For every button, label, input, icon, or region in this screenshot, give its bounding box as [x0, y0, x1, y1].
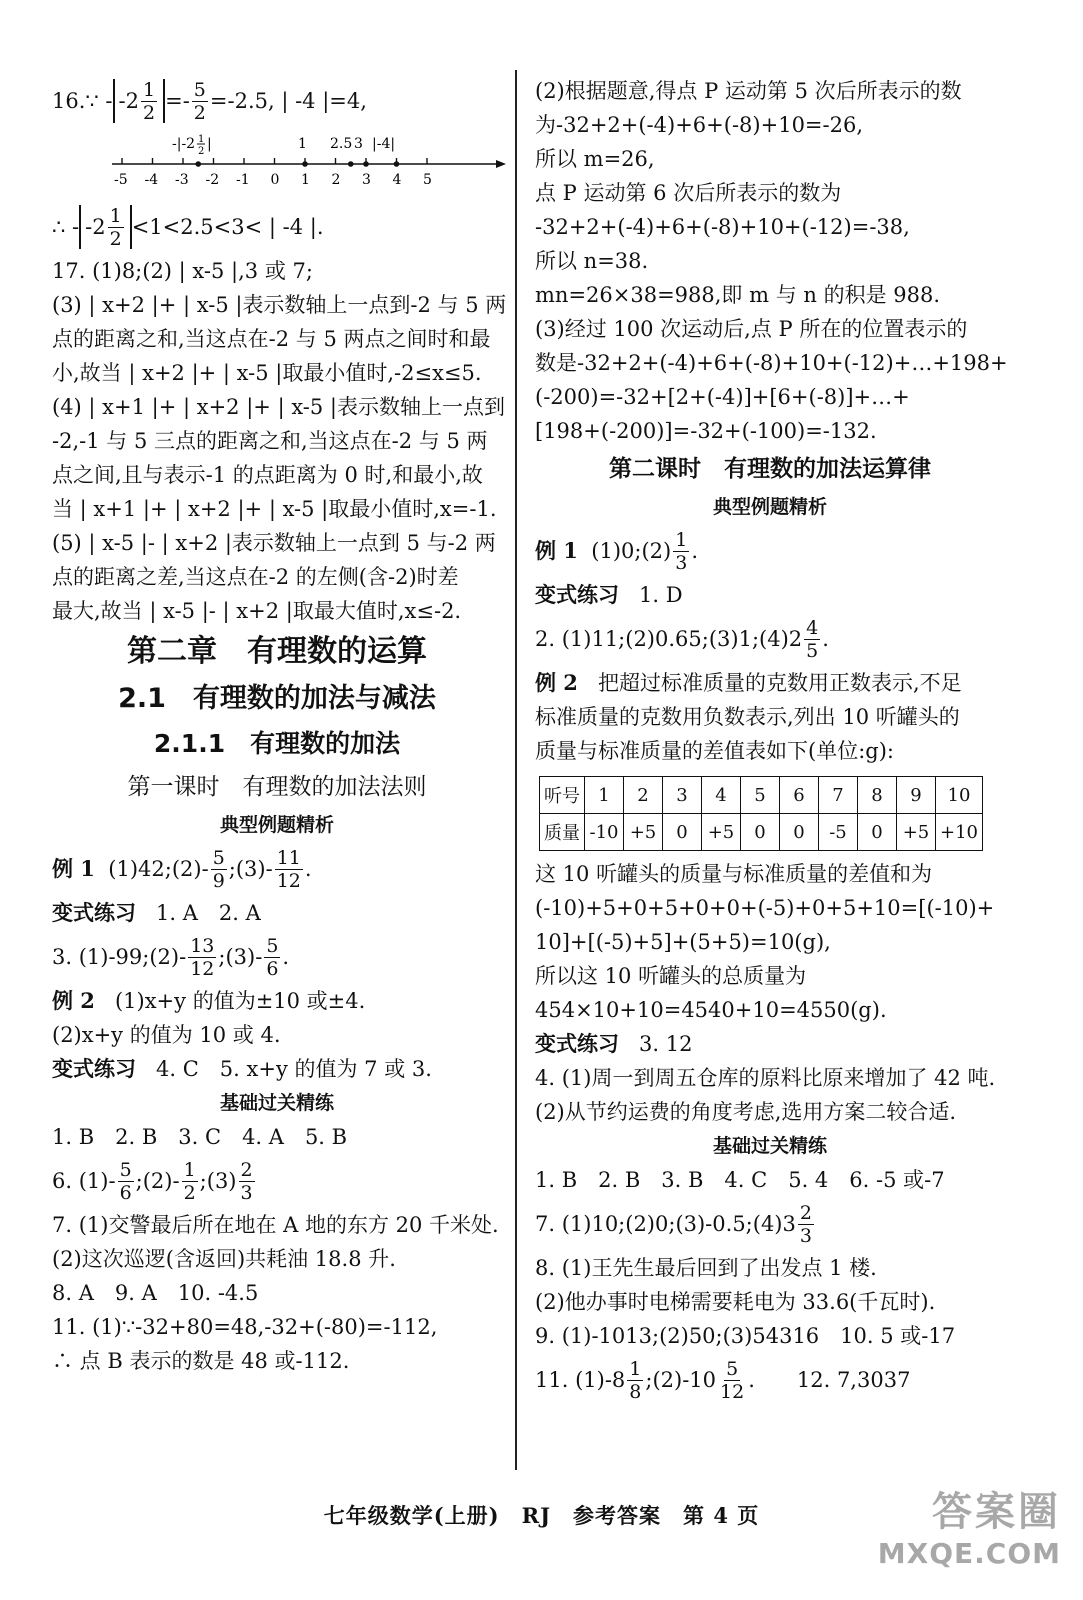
text-run: 3. (1)-99;(2)- [52, 945, 187, 969]
variant-label: 变式练习 [52, 900, 136, 925]
text-line: 点 P 运动第 6 次后所表示的数为 [535, 181, 842, 205]
tick-label: 4 [392, 172, 402, 188]
label-abs-neg-4: |-4| [372, 136, 396, 152]
fraction: $\frac{5}{2}$ [193, 78, 206, 124]
variant-text: 1. D [639, 583, 683, 607]
table-cell: +5 [702, 814, 741, 851]
text-line: 4. (1)周一到周五仓库的原料比原来增加了 42 吨. [535, 1066, 996, 1090]
table-header-cell: 质量 [540, 814, 585, 851]
fraction: $\frac{5}{6}$ [266, 934, 279, 980]
text-line: (-10)+5+0+5+0+0+(-5)+0+5+10=[(-10)+ [535, 896, 995, 920]
chapter-title: 第二章 有理数的运算 [127, 634, 427, 669]
text-line: 点的距离之和,当这点在-2 与 5 两点之间时和最 [52, 327, 491, 351]
q16-prefix: 16.∵ - [52, 89, 113, 113]
fraction: $\frac{1}{8}$ [629, 1357, 642, 1403]
basic-q6 [52, 1154, 502, 1208]
label-frac-num: 1 [198, 134, 205, 145]
text-run: . 12. 7,3037 [748, 1368, 911, 1392]
text-line: [198+(-200)]=-32+(-100)=-132. [535, 419, 877, 443]
tick-label: 3 [362, 172, 371, 188]
column-divider [515, 70, 517, 1470]
can-weight-table [539, 776, 983, 851]
text-line: 最大,故当 | x-5 |- | x+2 |取最大值时,x≤-2. [52, 599, 462, 623]
text-run: (1)x+y 的值为±10 或±4. [114, 989, 366, 1013]
text-run: (1)42;(2)- [108, 857, 209, 881]
example-label: 例 2 [52, 988, 95, 1013]
q16-suffix: =-2.5, | -4 |=4, [209, 89, 367, 113]
text-run: ;(2)- [135, 1169, 180, 1193]
text-line: 1. B 2. B 3. B 4. C 5. 4 6. -5 或-7 [535, 1168, 945, 1192]
table-cell: 0 [858, 814, 897, 851]
watermark-url: MXQE.COM [877, 1537, 1061, 1570]
variant-label: 变式练习 [535, 1031, 619, 1056]
table-cell: 2 [624, 777, 663, 814]
table-cell: 0 [663, 814, 702, 851]
fraction: $\frac{4}{5}$ [806, 616, 819, 662]
tick-label: -2 [205, 172, 220, 188]
conclusion-prefix: ∴ - [52, 215, 80, 239]
text-run: . [691, 539, 699, 563]
tick-label: 0 [270, 172, 280, 188]
label-two-point-five: 2.5 [330, 136, 353, 152]
text-line: (2)x+y 的值为 10 或 4. [52, 1023, 281, 1047]
text-line: 数是-32+2+(-4)+6+(-8)+10+(-12)+…+198+ [535, 351, 1008, 375]
fraction: $\frac{1}{2}$ [143, 78, 156, 124]
text-line: ∴ 点 B 表示的数是 48 或-112. [52, 1349, 350, 1373]
text-line: 所以 m=26, [535, 147, 655, 171]
mixed-whole: -2 [118, 89, 139, 113]
text-line: 1. B 2. B 3. C 4. A 5. B [52, 1125, 348, 1149]
number-line-svg [112, 130, 512, 196]
table-cell: 0 [780, 814, 819, 851]
lesson-title: 第二课时 有理数的加法运算律 [609, 456, 931, 482]
tick-label: -1 [236, 172, 250, 188]
text-line: 标准质量的克数用负数表示,列出 10 听罐头的 [535, 705, 960, 729]
table-row [540, 777, 983, 814]
text-line: -32+2+(-4)+6+(-8)+10+(-12)=-38, [535, 215, 910, 239]
example-label: 例 1 [535, 538, 578, 563]
text-run: . [822, 627, 829, 651]
table-cell: 5 [741, 777, 780, 814]
axis-arrow [496, 160, 506, 168]
text-line: 7. (1)交警最后所在地在 A 地的东方 20 千米处. [52, 1213, 499, 1237]
text-line: 9. (1)-1013;(2)50;(3)54316 10. 5 或-17 [535, 1324, 956, 1348]
tick-label: -4 [144, 172, 159, 188]
text-line: 所以这 10 听罐头的总质量为 [535, 964, 807, 988]
example-1 [535, 524, 1005, 578]
table-cell: +5 [624, 814, 663, 851]
text-line: (2)从节约运费的角度考虑,选用方案二较合适. [535, 1100, 957, 1124]
right-column [535, 74, 1008, 1407]
example-label: 例 2 [535, 670, 578, 695]
table-cell: +10 [936, 814, 983, 851]
table-cell: 9 [897, 777, 936, 814]
fraction: $\frac{13}{12}$ [190, 934, 215, 980]
example-2 [535, 666, 1005, 700]
variant-label: 变式练习 [535, 582, 619, 607]
fraction: $\frac{2}{3}$ [240, 1158, 253, 1204]
section-title: 2.1 有理数的加法与减法 [118, 683, 436, 714]
table-cell: 10 [936, 777, 983, 814]
text-run: ;(3)- [228, 857, 273, 881]
tick-group [114, 158, 432, 188]
variant-text: 4. C 5. x+y 的值为 7 或 3. [156, 1057, 432, 1081]
text-run: 11. (1)-8 [535, 1368, 626, 1392]
conclusion-suffix: <1<2.5<3< | -4 |. [131, 215, 324, 239]
subsection-title: 2.1.1 有理数的加法 [153, 729, 401, 758]
text-run: 6. (1)- [52, 1169, 116, 1193]
text-line: 8. A 9. A 10. -4.5 [52, 1281, 259, 1305]
tick-label: 5 [423, 172, 432, 188]
table-cell: +5 [897, 814, 936, 851]
table-cell: -10 [585, 814, 624, 851]
variant-text: 1. A 2. A [156, 901, 261, 925]
variant-exercise-1 [52, 896, 502, 930]
variant-q3 [52, 930, 502, 984]
number-line [52, 130, 502, 196]
table-cell: 4 [702, 777, 741, 814]
variant-text: 3. 12 [639, 1032, 693, 1056]
text-run: ;(2)-10 [645, 1368, 717, 1392]
text-line: (5) | x-5 |- | x+2 |表示数轴上一点到 5 与-2 两 [52, 531, 496, 555]
text-line: 点之间,且与表示-1 的点距离为 0 时,和最小,故 [52, 463, 483, 487]
fraction: $\frac{5}{6}$ [119, 1158, 132, 1204]
label-one: 1 [298, 136, 307, 152]
fraction: $\frac{5}{12}$ [720, 1357, 745, 1403]
text-run: 把超过标准质量的克数用正数表示,不足 [597, 671, 962, 695]
example-label: 例 1 [52, 856, 95, 881]
table-cell: 8 [858, 777, 897, 814]
q16-line [52, 74, 502, 128]
variant-exercise-2 [535, 1027, 1005, 1061]
text-line: (3)经过 100 次运动后,点 P 所在的位置表示的 [535, 317, 968, 341]
variant-exercise-2 [52, 1052, 502, 1086]
tick-label: 1 [301, 172, 310, 188]
text-line: (2)这次巡逻(含返回)共耗油 18.8 升. [52, 1247, 396, 1271]
text-line: 为-32+2+(-4)+6+(-8)+10=-26, [535, 113, 864, 137]
text-run: ;(3)- [218, 945, 263, 969]
q2-line [535, 612, 1005, 666]
fraction: $\frac{1}{2}$ [109, 204, 122, 250]
example-1 [52, 842, 502, 896]
label-three: 3 [354, 136, 363, 152]
table-cell: 7 [819, 777, 858, 814]
text-line: mn=26×38=988,即 m 与 n 的积是 988. [535, 283, 940, 307]
text-line: (4) | x+1 |+ | x+2 |+ | x-5 |表示数轴上一点到 [52, 395, 505, 419]
text-line: 小,故当 | x+2 |+ | x-5 |取最小值时,-2≤x≤5. [52, 361, 482, 385]
table-cell: -5 [819, 814, 858, 851]
text-line: 11. (1)∵-32+80=48,-32+(-80)=-112, [52, 1315, 438, 1339]
watermark-logo [878, 1480, 1061, 1570]
text-line: (-200)=-32+[2+(-4)]+[6+(-8)]+…+ [535, 385, 910, 409]
text-line: 454×10+10=4540+10=4550(g). [535, 998, 887, 1022]
fraction: $\frac{1}{2}$ [183, 1158, 196, 1204]
table-header-cell: 听号 [540, 777, 585, 814]
number-line-point [348, 161, 354, 167]
q11-line [535, 1353, 1005, 1407]
tick-label: 2 [331, 172, 341, 188]
table-cell: 3 [663, 777, 702, 814]
number-line-point [302, 161, 308, 167]
text-line: 17. (1)8;(2) | x-5 |,3 或 7; [52, 259, 313, 283]
number-line-point [394, 161, 400, 167]
label-abs-close: | [207, 136, 212, 152]
basic-heading: 基础过关精练 [712, 1135, 827, 1157]
table-row [540, 814, 983, 851]
watermark-text: 答案圈 [932, 1489, 1061, 1535]
text-run: . [304, 857, 312, 881]
q16-mid: =- [165, 89, 190, 113]
fraction: $\frac{1}{3}$ [675, 528, 688, 574]
abs-value [79, 205, 132, 249]
text-line: (2)他办事时电梯需要耗电为 33.6(千瓦时). [535, 1290, 936, 1314]
fraction: $\frac{2}{3}$ [799, 1201, 812, 1247]
text-line: 当 | x+1 |+ | x+2 |+ | x-5 |取最小值时,x=-1. [52, 497, 497, 521]
q17-block [52, 254, 507, 628]
page-footer: 七年级数学(上册) RJ 参考答案 第 4 页 [323, 1503, 760, 1528]
text-line: 10]+[(-5)+5]+(5+5)=10(g), [535, 930, 831, 954]
fraction: $\frac{11}{12}$ [276, 846, 301, 892]
text-run: . [282, 945, 290, 969]
number-line-point [195, 161, 201, 167]
basic-heading: 基础过关精练 [219, 1092, 334, 1114]
text-line: (2)根据题意,得点 P 运动第 5 次后所表示的数 [535, 79, 962, 103]
text-line: 8. (1)王先生最后回到了出发点 1 楼. [535, 1256, 877, 1280]
text-line: 这 10 听罐头的质量与标准质量的差值和为 [535, 862, 933, 886]
text-run: (1)0;(2) [591, 539, 672, 563]
table-cell: 0 [741, 814, 780, 851]
table-cell: 1 [585, 777, 624, 814]
text-line: 质量与标准质量的差值表如下(单位:g): [535, 739, 894, 763]
q7-line [535, 1197, 1005, 1251]
table-cell: 6 [780, 777, 819, 814]
left-column [52, 74, 507, 1378]
abs-value [113, 79, 166, 123]
tick-label: -5 [114, 172, 128, 188]
text-line: 点的距离之差,当这点在-2 的左侧(含-2)时差 [52, 565, 459, 589]
text-line: (3) | x+2 |+ | x-5 |表示数轴上一点到-2 与 5 两 [52, 293, 507, 317]
example-2 [52, 984, 502, 1018]
q16-conclusion [52, 200, 502, 254]
variant-exercise-1 [535, 578, 1005, 612]
tick-label: -3 [175, 172, 189, 188]
label-abs-neg-2-half: -|-2 [172, 136, 196, 152]
mixed-whole: -2 [85, 215, 106, 239]
number-line-point [363, 161, 369, 167]
variant-label: 变式练习 [52, 1056, 136, 1081]
text-run: 2. (1)11;(2)0.65;(3)1;(4)2 [535, 627, 803, 651]
text-run: ;(3) [199, 1169, 237, 1193]
text-run: 7. (1)10;(2)0;(3)-0.5;(4)3 [535, 1212, 796, 1236]
text-line: -2,-1 与 5 三点的距离之和,当这点在-2 与 5 两 [52, 429, 488, 453]
lesson-title: 第一课时 有理数的加法法则 [127, 774, 427, 800]
label-frac-den: 2 [198, 146, 205, 157]
example-heading: 典型例题精析 [219, 814, 334, 836]
text-line: 所以 n=38. [535, 249, 649, 273]
fraction: $\frac{5}{9}$ [212, 846, 225, 892]
example-heading: 典型例题精析 [712, 496, 827, 518]
